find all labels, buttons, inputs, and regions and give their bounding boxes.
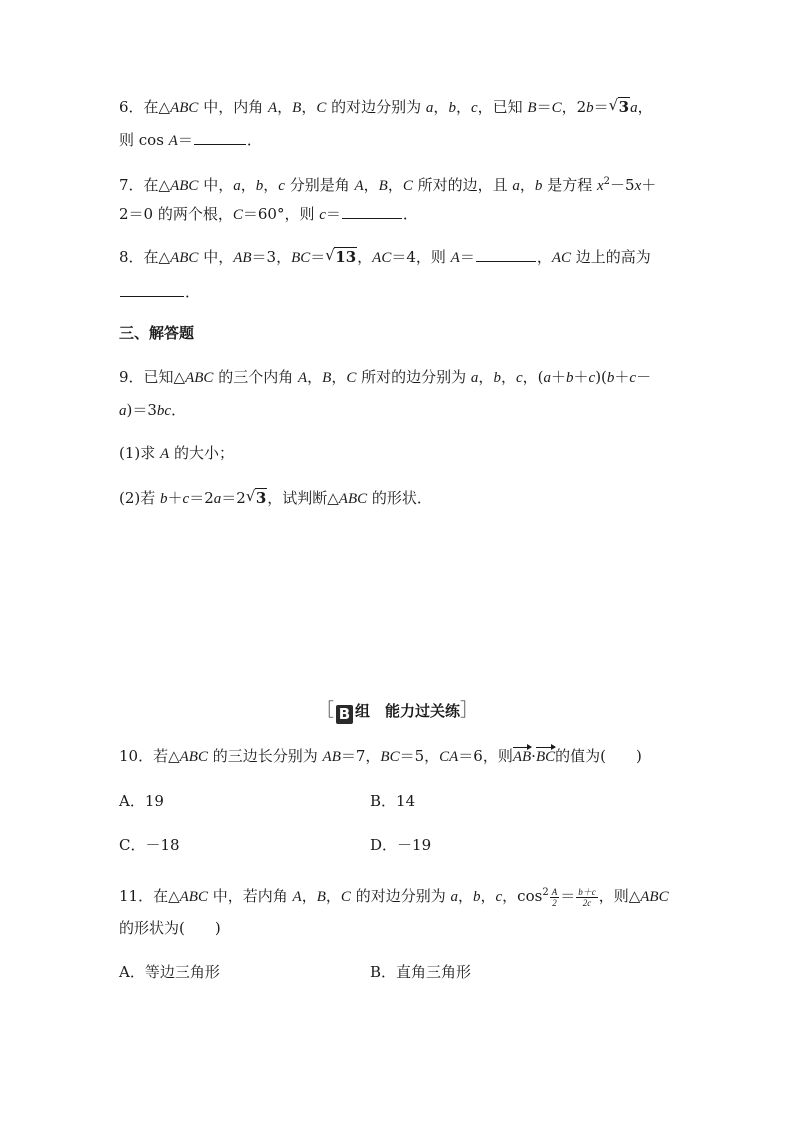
q6-answer-blank[interactable]: [194, 130, 246, 145]
q6-number: 6．: [119, 98, 144, 116]
sqrt-symbol: √ 3: [608, 96, 630, 116]
q10-option-c[interactable]: C．－18: [119, 836, 180, 854]
q10-option-b[interactable]: B．14: [370, 792, 416, 810]
q7-answer-blank[interactable]: [342, 204, 402, 219]
vector-ab: AB: [513, 746, 531, 768]
q8-line2: ．: [119, 281, 200, 303]
group-b-badge: B: [336, 705, 353, 724]
sqrt-symbol: √ 13: [325, 246, 357, 266]
q11-option-a[interactable]: A．等边三角形: [119, 963, 220, 981]
q7-number: 7．: [119, 176, 144, 194]
q6-line1: 6．在△ABC 中，内角 A，B，C 的对边分别为 a，b，c，已知 B＝C，2b＝ √ 3a，: [119, 96, 653, 116]
q6-line2: 则 cos A＝ ．: [119, 131, 262, 149]
q10-option-d[interactable]: D．－19: [370, 836, 432, 854]
q11-number: 11．: [119, 887, 154, 905]
q9-line2: a)＝3bc．: [119, 401, 187, 419]
fraction-a-over-2: $\frac{A}{2}$: [551, 886, 558, 908]
q7-line2: 2＝0 的两个根，C＝60°，则 c＝ ．: [119, 205, 418, 223]
q8-number: 8．: [119, 248, 144, 266]
q8-line1: 8．在△ABC 中，AB＝3，BC＝ √ 13，AC＝4，则 A＝ ，AC 边上的高为: [119, 246, 651, 266]
q9-line1: 9．已知△ABC 的三个内角 A，B，C 所对的边分别为 a，b，c，(a＋b＋c)(b＋c－: [119, 368, 652, 386]
vector-bc: BC: [536, 746, 555, 768]
group-b-header: ［ B 组 能力过关练］: [315, 700, 478, 723]
q9-part2: (2)若 b＋c＝2a＝2 √ 3，试判断△ABC 的形状．: [119, 487, 432, 507]
q11-line2: 的形状为( ): [119, 919, 221, 937]
group-b-title: 组 能力过关练: [354, 702, 460, 720]
q8-answer-blank-1[interactable]: [476, 247, 536, 262]
q9-part1: (1)求 A 的大小；: [119, 444, 234, 462]
sqrt-symbol: √ 3: [245, 487, 267, 507]
q10-line1: 10．若△ABC 的三边长分别为 AB＝7，BC＝5，CA＝6，则AB·BC的值为( ): [119, 745, 642, 768]
q8-answer-blank-2[interactable]: [120, 282, 184, 297]
q10-option-a[interactable]: A．19: [119, 792, 164, 810]
q11-line1: 11．在△ABC 中，若内角 A，B，C 的对边分别为 a，b，c，$\cos^2$ $\frac{A}{2}$ ＝ $\frac{b+c}{2c}$ ，则△ABC: [119, 886, 669, 908]
q11-option-b[interactable]: B．直角三角形: [370, 963, 472, 981]
q7-line1: 7．在△ABC 中，a，b，c 分别是角 A，B，C 所对的边，且 a，b 是方程 $x^2-5x+$: [119, 176, 657, 194]
fraction-b-plus-c-over-2c: $\frac{b+c}{2c}$: [578, 886, 596, 908]
section-heading: 三、解答题: [119, 324, 195, 342]
q9-number: 9．: [119, 368, 144, 386]
q10-number: 10．: [119, 747, 154, 765]
